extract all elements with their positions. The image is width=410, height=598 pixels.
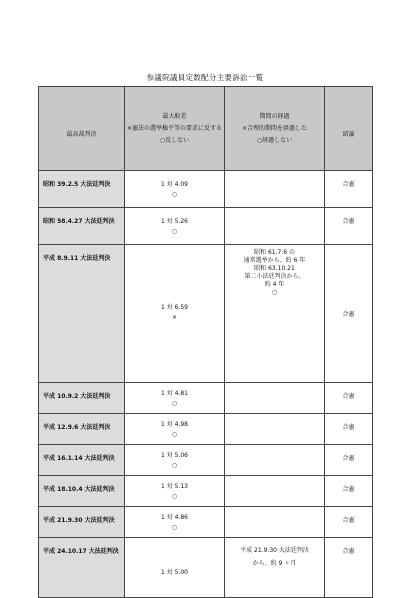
table-row bbox=[39, 445, 373, 476]
table-row bbox=[39, 538, 373, 598]
disparity-mark: ○ bbox=[171, 191, 178, 198]
period-cell bbox=[225, 507, 325, 538]
table-title: 参議院議員定数配分主要訴訟一覧 bbox=[146, 73, 264, 82]
ruling-cell: 平成 18.10.4 大法廷判決 bbox=[39, 476, 125, 507]
disparity-cell bbox=[125, 208, 225, 245]
table-row bbox=[39, 507, 373, 538]
disparity-cell bbox=[125, 445, 225, 476]
disparity-cell bbox=[125, 171, 225, 208]
verdict-cell: 合憲 bbox=[325, 208, 373, 245]
ruling-cell: 平成 24.10.17 大法廷判決 bbox=[39, 538, 125, 598]
verdict-cell: 合憲 bbox=[325, 507, 373, 538]
table-row bbox=[39, 245, 373, 383]
ratio-text: 1 対 4.81 bbox=[161, 390, 188, 397]
header-ruling bbox=[39, 87, 125, 171]
disparity-cell bbox=[125, 507, 225, 538]
table-row bbox=[39, 383, 373, 414]
ratio-text: 1 対 4.09 bbox=[161, 181, 188, 188]
disparity-cell bbox=[125, 414, 225, 445]
verdict-cell: 合憲 bbox=[325, 383, 373, 414]
header-period-sub2: ○経過しない bbox=[256, 136, 293, 144]
disparity-cell bbox=[125, 476, 225, 507]
disparity-mark: ○ bbox=[171, 462, 178, 469]
ratio-text: 1 対 5.00 bbox=[161, 569, 188, 576]
ruling-cell: 平成 21.9.30 大法廷判決 bbox=[39, 507, 125, 538]
period-cell bbox=[225, 476, 325, 507]
table-row bbox=[39, 476, 373, 507]
disparity-mark: × bbox=[171, 314, 178, 321]
table-row bbox=[39, 414, 373, 445]
header-disparity-title: 最大較差 bbox=[162, 112, 187, 120]
header-verdict bbox=[325, 87, 373, 171]
disparity-cell bbox=[125, 383, 225, 414]
ratio-text: 1 対 4.86 bbox=[161, 514, 188, 521]
ratio-text: 1 対 4.98 bbox=[161, 421, 188, 428]
period-line: 通常選挙から、約 6 年 bbox=[243, 257, 306, 264]
disparity-mark: ○ bbox=[171, 524, 178, 531]
header-disparity-sub2: ○反しない bbox=[159, 136, 190, 144]
disparity-cell bbox=[125, 538, 225, 598]
verdict-cell: 合憲 bbox=[325, 245, 373, 383]
ruling-cell: 昭和 58.4.27 大法廷判決 bbox=[39, 208, 125, 245]
disparity-cell bbox=[125, 245, 225, 383]
period-cell bbox=[225, 414, 325, 445]
ruling-cell: 平成 12.9.6 大法廷判決 bbox=[39, 414, 125, 445]
ratio-text: 1 対 5.13 bbox=[161, 483, 188, 490]
header-disparity-sub1: ×憲法の選挙権平等の要求に反する bbox=[126, 124, 223, 132]
verdict-cell: 合憲 bbox=[325, 476, 373, 507]
header-period bbox=[225, 87, 325, 171]
period-line: 約 4 年 bbox=[264, 281, 285, 288]
period-line: 昭和 63.10.21 bbox=[254, 265, 295, 272]
period-line: 平成 21.9.30 大法廷判決 bbox=[240, 547, 309, 554]
ratio-text: 1 対 6.59 bbox=[161, 304, 188, 311]
verdict-cell: 合憲 bbox=[325, 171, 373, 208]
verdict-cell: 合憲 bbox=[325, 538, 373, 598]
header-verdict-label: 結論 bbox=[342, 130, 355, 138]
header-row bbox=[39, 87, 373, 171]
header-ruling-label: 最高裁判決 bbox=[66, 130, 97, 138]
period-cell bbox=[225, 383, 325, 414]
header-disparity bbox=[125, 87, 225, 171]
ruling-cell: 昭和 39.2.5 大法廷判決 bbox=[39, 171, 125, 208]
period-cell bbox=[225, 538, 325, 598]
ruling-cell: 平成 8.9.11 大法廷判決 bbox=[39, 245, 125, 383]
ratio-text: 1 対 5.06 bbox=[161, 452, 188, 459]
period-line: ○ bbox=[271, 289, 278, 296]
table-row bbox=[39, 171, 373, 208]
header-period-sub1: ×合理的期間を経過した bbox=[241, 124, 308, 132]
verdict-cell: 合憲 bbox=[325, 414, 373, 445]
period-cell bbox=[225, 445, 325, 476]
header-period-title: 期間の経過 bbox=[259, 112, 290, 120]
rulings-table bbox=[38, 86, 373, 598]
disparity-mark: ○ bbox=[171, 228, 178, 235]
ruling-cell: 平成 10.9.2 大法廷判決 bbox=[39, 383, 125, 414]
period-cell bbox=[225, 171, 325, 208]
period-line: 第二小法廷判決から、 bbox=[244, 273, 305, 280]
disparity-mark: ○ bbox=[171, 493, 178, 500]
verdict-cell: 合憲 bbox=[325, 445, 373, 476]
period-cell bbox=[225, 208, 325, 245]
period-line: から、約 9 ヶ月 bbox=[252, 560, 297, 567]
table-row bbox=[39, 208, 373, 245]
disparity-mark: ○ bbox=[171, 431, 178, 438]
period-line: 昭和 61.7.6 の bbox=[254, 249, 295, 256]
ruling-cell: 平成 16.1.14 大法廷判決 bbox=[39, 445, 125, 476]
ratio-text: 1 対 5.26 bbox=[161, 218, 188, 225]
disparity-mark: ○ bbox=[171, 400, 178, 407]
period-cell bbox=[225, 245, 325, 383]
